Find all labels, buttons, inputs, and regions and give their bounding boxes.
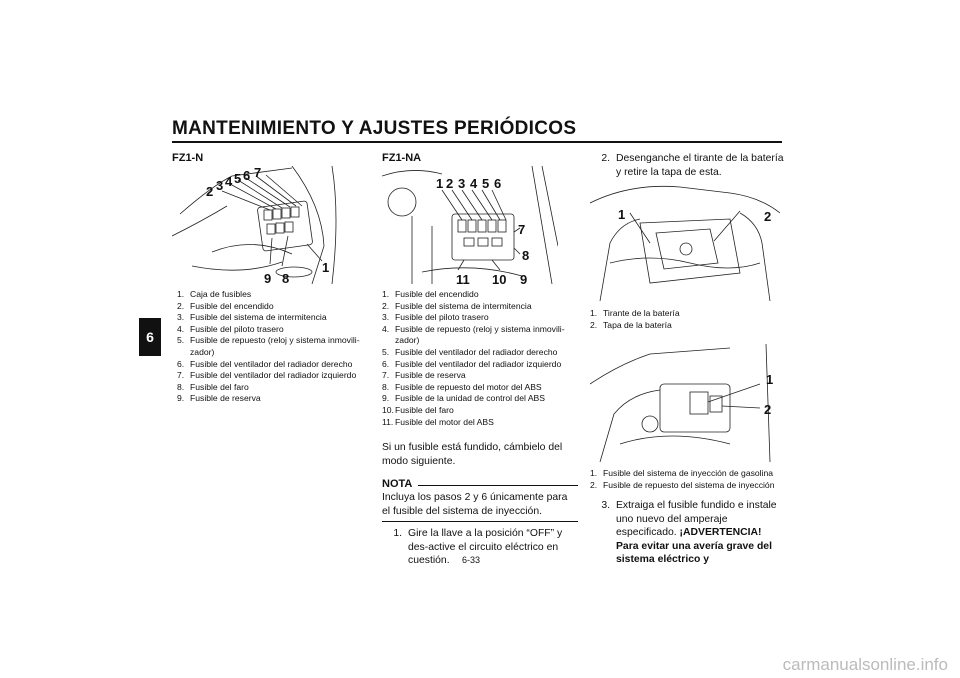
nota-header <box>382 478 578 490</box>
fig-num: 4 <box>225 174 233 189</box>
fig-num: 5 <box>482 176 490 191</box>
caption-item: 4. Fusible de repuesto (reloj y sistema inmovili-zador) <box>382 323 565 346</box>
caption-item: 2. Fusible del sistema de intermitencia <box>382 300 532 311</box>
caption-item: 8. Fusible del faro <box>177 381 249 392</box>
caption-item: 3. Fusible del sistema de intermitencia <box>177 312 327 323</box>
section-heading-fz1n: FZ1-N <box>172 152 204 164</box>
fz1na-caption-list <box>382 289 578 428</box>
step-1: 1. Gire la llave a la posición “OFF” y des-active el circuito eléctrico en cuestión. <box>393 528 563 567</box>
fig-num: 6 <box>494 176 502 191</box>
fig-num: 3 <box>458 176 466 191</box>
fig-num: 2 <box>446 176 454 191</box>
caption-item: 6. Fusible del ventilador del radiador derecho <box>177 358 353 369</box>
fig-num: 2 <box>764 209 772 224</box>
fig-num: 9 <box>264 271 272 284</box>
fig-num: 1 <box>322 260 330 275</box>
fig-num: 7 <box>254 166 262 180</box>
caption-item: 1. Fusible del sistema de inyección de gasolina <box>590 468 774 478</box>
battery-figure <box>590 183 780 301</box>
caption-item: 10. Fusible del faro <box>382 404 454 415</box>
caption-item: 5. Fusible del ventilador del radiador derecho <box>382 346 558 357</box>
injection-fuse-figure <box>590 344 780 462</box>
caption-item: 1. Fusible del encendido <box>382 289 479 299</box>
fz1n-caption-list <box>177 289 371 405</box>
footer-watermark: carmanualsonline.info <box>782 655 948 674</box>
caption-item: 2. Tapa de la batería <box>590 319 672 330</box>
caption-item: 7. Fusible del ventilador del radiador izquierdo <box>177 370 357 381</box>
fz1n-fuse-box-figure <box>172 166 346 284</box>
caption-item: 1. Caja de fusibles <box>177 289 252 299</box>
nota-label: NOTA <box>382 478 413 490</box>
fig-num: 8 <box>282 271 290 284</box>
fig-num: 2 <box>206 184 214 199</box>
caption-item: 3. Fusible del piloto trasero <box>382 312 489 323</box>
page-number: 6-33 <box>462 555 481 565</box>
battery-caption-list <box>590 308 786 331</box>
fig-num: 6 <box>243 168 251 183</box>
nota-rule <box>382 521 578 522</box>
intro-paragraph: Si un fusible está fundido, cámbielo del modo siguiente. <box>382 442 563 467</box>
fig-num: 1 <box>436 176 444 191</box>
chapter-tab: 6 <box>139 318 161 356</box>
caption-item: 7. Fusible de reserva <box>382 370 466 381</box>
caption-item: 2. Fusible de repuesto del sistema de inyección <box>590 479 775 490</box>
injection-caption-list <box>590 468 786 491</box>
step-3: 3. Extraiga el fusible fundido e instale uno nuevo del amperaje especificado. ¡ADVERTENCIA! Para evitar una avería grave del sistema eléctrico y <box>601 500 777 566</box>
caption-item: 6. Fusible del ventilador del radiador izquierdo <box>382 358 562 369</box>
caption-item: 4. Fusible del piloto trasero <box>177 323 284 334</box>
fig-num: 4 <box>470 176 478 191</box>
fig-num: 11 <box>456 272 470 284</box>
caption-item: 9. Fusible de reserva <box>177 393 261 404</box>
fig-num: 8 <box>522 248 530 263</box>
fig-num: 10 <box>492 272 507 284</box>
warning-text: ¡ADVERTENCIA! Para evitar una avería grave del sistema eléctrico y <box>616 527 772 566</box>
fig-num: 1 <box>766 372 774 387</box>
caption-item: 8. Fusible de repuesto del motor del ABS <box>382 381 542 392</box>
page-title: MANTENIMIENTO Y AJUSTES PERIÓDICOS <box>172 118 577 139</box>
fig-num: 3 <box>216 178 224 193</box>
fig-num: 5 <box>234 171 242 186</box>
fig-num: 1 <box>618 207 626 222</box>
section-heading-fz1na: FZ1-NA <box>382 152 422 164</box>
caption-item: 2. Fusible del encendido <box>177 300 274 311</box>
step-2: 2. Desenganche el tirante de la batería y retire la tapa de esta. <box>601 153 784 178</box>
nota-text: Incluya los pasos 2 y 6 únicamente para el fusible del sistema de inyección. <box>382 492 568 517</box>
fig-num: 2 <box>764 402 772 417</box>
fig-num: 7 <box>518 222 526 237</box>
header-rule <box>172 141 782 143</box>
fig-num: 9 <box>520 272 528 284</box>
caption-item: 11. Fusible del motor del ABS <box>382 416 494 427</box>
caption-item: 9. Fusible de la unidad de control del ABS <box>382 393 546 404</box>
fz1na-fuse-box-figure <box>382 166 558 284</box>
caption-item: 5. Fusible de repuesto (reloj y sistema inmovili-zador) <box>177 335 360 357</box>
caption-item: 1. Tirante de la batería <box>590 308 680 318</box>
